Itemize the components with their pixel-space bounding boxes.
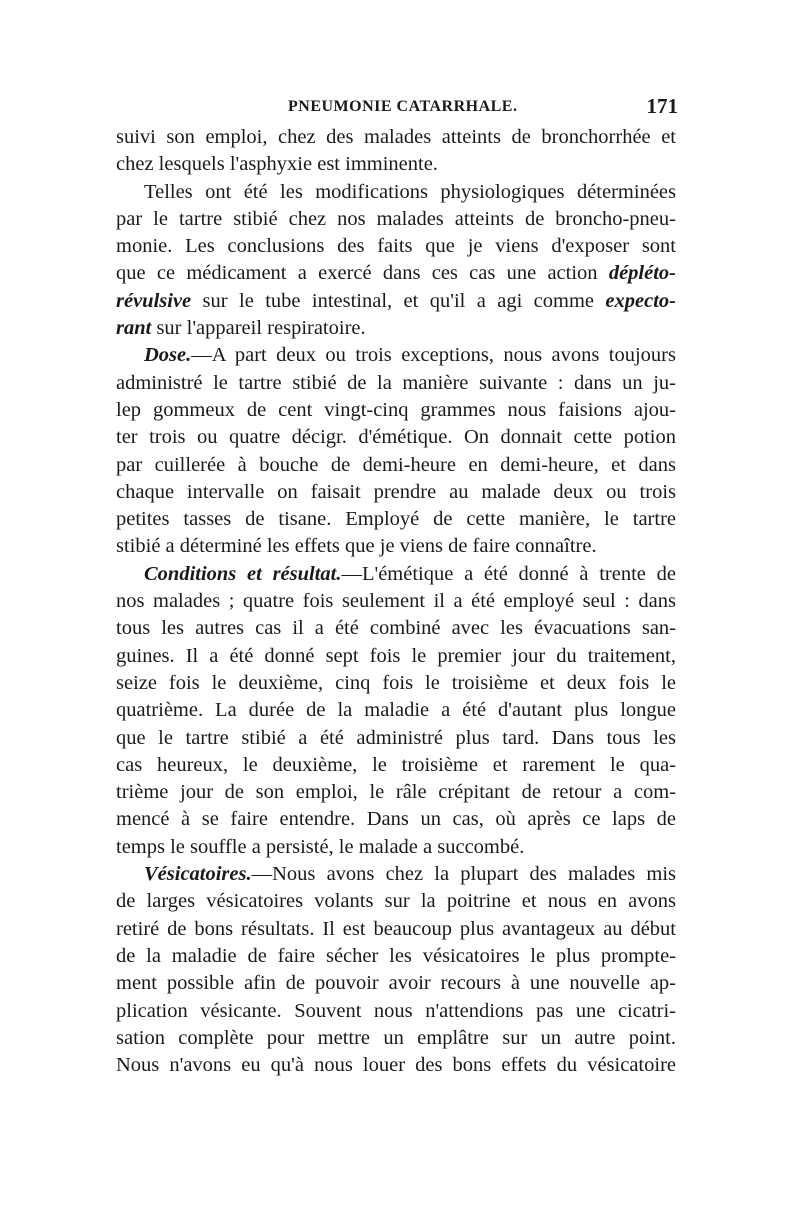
text-line — [116, 370, 676, 397]
line-text: sur le tube intestinal, et qu'il a agi comme — [191, 289, 606, 312]
running-head — [118, 94, 678, 124]
line-text: —Nous avons chez la plupart des malades mis — [251, 863, 676, 886]
text-line — [116, 1052, 676, 1079]
page-number: 171 — [646, 94, 678, 118]
line-text: trième jour de son emploi, le râle crépitant de retour a com- — [116, 781, 676, 804]
text-line — [116, 725, 676, 752]
line-text: lep gommeux de cent vingt-cinq grammes nous faisions ajou- — [116, 398, 676, 421]
emphasis-text: Dose. — [144, 344, 192, 367]
text-line — [116, 288, 676, 315]
line-text: —A part deux ou trois exceptions, nous avons toujours — [191, 344, 676, 367]
text-line — [116, 342, 676, 369]
text-line — [116, 670, 676, 697]
line-text: Nous n'avons eu qu'à nous louer des bons effets du vésicatoire — [116, 1054, 676, 1077]
emphasis-text: Vésicatoires. — [144, 863, 252, 886]
line-text: administré le tartre stibié de la manière suivante : dans un ju- — [116, 371, 676, 394]
text-line — [116, 233, 676, 260]
line-text: sation complète pour mettre un emplâtre sur un autre point. — [116, 1026, 676, 1049]
text-line — [116, 151, 676, 178]
line-text: par cuillerée à bouche de demi-heure en demi-heure, et dans — [116, 453, 676, 476]
text-line — [116, 452, 676, 479]
text-line — [116, 1025, 676, 1052]
text-line — [116, 179, 676, 206]
line-text: plication vésicante. Souvent nous n'attendions pas une cicatri- — [116, 999, 676, 1022]
line-text: ter trois ou quatre décigr. d'émétique. On donnait cette potion — [116, 426, 676, 449]
line-text: chaque intervalle on faisait prendre au malade deux ou trois — [116, 480, 676, 503]
text-line — [116, 697, 676, 724]
text-line — [116, 424, 676, 451]
line-text: de larges vésicatoires volants sur la poitrine et nous en avons — [116, 890, 676, 913]
text-line — [116, 260, 676, 287]
line-text: cas heureux, le deuxième, le troisième et rarement le qua- — [116, 753, 676, 776]
line-text: par le tartre stibié chez nos malades atteints de broncho-pneu- — [116, 207, 676, 230]
text-line — [116, 506, 676, 533]
text-line — [116, 806, 676, 833]
line-text: petites tasses de tisane. Employé de cette manière, le tartre — [116, 508, 676, 531]
line-text: sur l'appareil respiratoire. — [151, 317, 366, 340]
text-line — [116, 916, 676, 943]
line-text: quatrième. La durée de la maladie a été d'autant plus longue — [116, 699, 676, 722]
emphasis-text: révulsive — [116, 289, 192, 312]
line-text: chez lesquels l'asphyxie est imminente. — [116, 153, 438, 176]
text-line — [116, 397, 676, 424]
emphasis-text: Conditions et résultat. — [144, 562, 342, 585]
emphasis-text: expecto- — [605, 289, 676, 312]
line-text: —L'émétique a été donné à trente de — [341, 562, 676, 585]
text-line — [116, 998, 676, 1025]
line-text: mencé à se faire entendre. Dans un cas, où après ce laps de — [116, 808, 676, 831]
text-line — [116, 124, 676, 151]
line-text: seize fois le deuxième, cinq fois le troisième et deux fois le — [116, 671, 676, 694]
emphasis-text: dépléto- — [608, 262, 676, 285]
text-line — [116, 561, 676, 588]
line-text: monie. Les conclusions des faits que je viens d'exposer sont — [116, 235, 676, 258]
text-line — [116, 888, 676, 915]
line-text: de la maladie de faire sécher les vésicatoires le plus prompte- — [116, 944, 676, 967]
line-text: Telles ont été les modifications physiologiques déterminées — [144, 180, 676, 203]
text-line — [116, 479, 676, 506]
line-text: stibié a déterminé les effets que je viens de faire connaître. — [116, 535, 597, 558]
text-line — [116, 834, 676, 861]
text-line — [116, 861, 676, 888]
text-line — [116, 970, 676, 997]
text-line — [116, 752, 676, 779]
text-line — [116, 779, 676, 806]
line-text: temps le souffle a persisté, le malade a succombé. — [116, 835, 525, 858]
line-text: que le tartre stibié a été administré plus tard. Dans tous les — [116, 726, 676, 749]
text-line — [116, 206, 676, 233]
line-text: nos malades ; quatre fois seulement il a été employé seul : dans — [116, 590, 676, 613]
body-text — [116, 124, 676, 1079]
line-text: guines. Il a été donné sept fois le premier jour du traitement, — [116, 644, 676, 667]
text-line — [116, 588, 676, 615]
text-line — [116, 643, 676, 670]
text-line — [116, 315, 676, 342]
line-text: retiré de bons résultats. Il est beaucoup plus avantageux au début — [116, 917, 676, 940]
emphasis-text: rant — [116, 317, 152, 340]
line-text: tous les autres cas il a été combiné avec les évacuations san- — [116, 617, 676, 640]
line-text: suivi son emploi, chez des malades atteints de bronchorrhée et — [116, 126, 676, 148]
text-line — [116, 615, 676, 642]
line-text: que ce médicament a exercé dans ces cas une action — [116, 262, 609, 285]
text-line — [116, 943, 676, 970]
running-head-title: PNEUMONIE CATARRHALE. — [288, 98, 518, 115]
line-text: ment possible afin de pouvoir avoir recours à une nouvelle ap- — [116, 972, 676, 995]
text-line — [116, 533, 676, 560]
